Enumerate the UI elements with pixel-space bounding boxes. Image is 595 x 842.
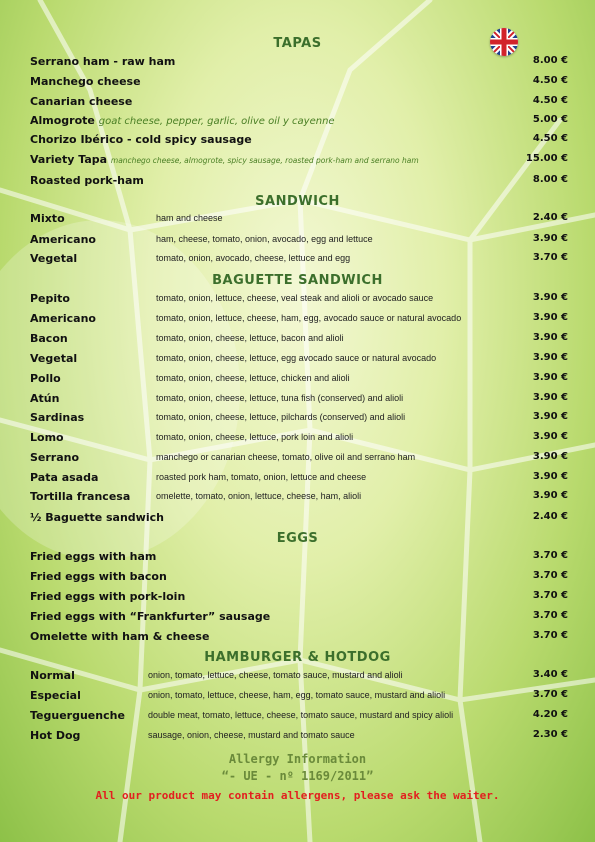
- item-description: tomato, onion, cheese, lettuce, tuna fish (conserved) and alioli: [156, 393, 404, 403]
- item-price: 3.90 €: [532, 411, 568, 422]
- item-description: goat cheese, pepper, garlic, olive oil y cayenne: [98, 116, 335, 127]
- menu-item: [30, 131, 568, 150]
- item-price: 3.90 €: [532, 451, 568, 462]
- item-price: 3.90 €: [532, 431, 568, 442]
- item-price: 3.90 €: [532, 372, 568, 383]
- menu-item: [30, 53, 568, 72]
- item-name: Normal: [30, 669, 75, 682]
- menu-item: [30, 608, 568, 627]
- menu-item: [30, 509, 568, 528]
- item-description: tomato, onion, lettuce, cheese, ham, egg, avocado sauce or natural avocado: [156, 313, 462, 323]
- item-description: manchego cheese, almogrote, spicy sausage, roasted pork-ham and serrano ham: [110, 156, 419, 165]
- item-price: 3.70 €: [532, 252, 568, 263]
- item-name: Mixto: [30, 212, 65, 225]
- menu-item: [30, 727, 568, 746]
- item-price: 3.40 €: [532, 669, 568, 680]
- item-description: double meat, tomato, lettuce, cheese, tomato sauce, mustard and spicy alioli: [148, 710, 454, 720]
- menu-item: [30, 350, 568, 369]
- item-name: Fried eggs with ham: [30, 550, 157, 563]
- item-price: 3.90 €: [532, 471, 568, 482]
- item-price: 2.40 €: [532, 212, 568, 223]
- menu-item: [30, 231, 568, 250]
- menu-item: [30, 330, 568, 349]
- item-price: 2.30 €: [532, 729, 568, 740]
- item-description: sausage, onion, cheese, mustard and tomato sauce: [148, 730, 355, 740]
- menu-item: [30, 112, 568, 131]
- item-description: tomato, onion, lettuce, cheese, veal steak and alioli or avocado sauce: [156, 293, 434, 303]
- item-name: Serrano: [30, 451, 80, 464]
- menu-item: [30, 429, 568, 448]
- item-description: tomato, onion, cheese, lettuce, pilchards (conserved) and alioli: [156, 412, 406, 422]
- menu-item: [30, 409, 568, 428]
- item-name-with-desc: [30, 153, 419, 166]
- item-name: Pata asada: [30, 471, 99, 484]
- item-price: 4.50 €: [532, 95, 568, 106]
- item-name: Fried eggs with “Frankfurter” sausage: [30, 610, 271, 623]
- item-description: tomato, onion, cheese, lettuce, bacon and alioli: [156, 333, 344, 343]
- menu-item: [30, 449, 568, 468]
- item-name: Manchego cheese: [30, 75, 141, 88]
- item-price: 3.70 €: [532, 570, 568, 581]
- item-price: 4.20 €: [532, 709, 568, 720]
- menu-item: [30, 707, 568, 726]
- section-title-tapas: TAPAS: [273, 36, 322, 51]
- item-description: omelette, tomato, onion, lettuce, cheese, ham, alioli: [156, 491, 362, 501]
- item-description: onion, tomato, lettuce, cheese, tomato sauce, mustard and alioli: [148, 670, 403, 680]
- item-name-with-desc: [30, 114, 335, 127]
- item-price: 3.70 €: [532, 550, 568, 561]
- item-description: roasted pork ham, tomato, onion, lettuce and cheese: [156, 472, 367, 482]
- item-name: Roasted pork-ham: [30, 174, 144, 187]
- section-title-sandwich: SANDWICH: [255, 194, 340, 209]
- item-name: Sardinas: [30, 411, 85, 424]
- item-price: 8.00 €: [532, 55, 568, 66]
- menu-item: [30, 210, 568, 229]
- item-price: 4.50 €: [532, 75, 568, 86]
- menu-item: [30, 172, 568, 191]
- item-description: tomato, onion, cheese, lettuce, chicken and alioli: [156, 373, 350, 383]
- section-title-burger: HAMBURGER & HOTDOG: [204, 650, 391, 665]
- item-name: Bacon: [30, 332, 68, 345]
- item-price: 3.70 €: [532, 689, 568, 700]
- item-price: 3.90 €: [532, 332, 568, 343]
- item-price: 4.50 €: [532, 133, 568, 144]
- menu-item: [30, 588, 568, 607]
- item-description: ham, cheese, tomato, onion, avocado, egg and lettuce: [156, 234, 373, 244]
- item-name: Teguerguenche: [30, 709, 125, 722]
- menu-item: [30, 370, 568, 389]
- item-price: 3.90 €: [532, 312, 568, 323]
- item-name: Canarian cheese: [30, 95, 133, 108]
- item-description: ham and cheese: [156, 213, 223, 223]
- item-name: Lomo: [30, 431, 64, 444]
- item-name: Fried eggs with bacon: [30, 570, 167, 583]
- item-name: Pepito: [30, 292, 70, 305]
- section-title-eggs: EGGS: [276, 531, 319, 546]
- item-description: tomato, onion, cheese, lettuce, egg avocado sauce or natural avocado: [156, 353, 437, 363]
- item-price: 2.40 €: [532, 511, 568, 522]
- item-description: tomato, onion, cheese, lettuce, pork loin and alioli: [156, 432, 354, 442]
- item-price: 3.90 €: [532, 352, 568, 363]
- item-name: Variety Tapa: [30, 153, 108, 166]
- item-name: Vegetal: [30, 252, 78, 265]
- item-name: Americano: [30, 312, 96, 325]
- menu-item: [30, 151, 568, 170]
- item-description: tomato, onion, avocado, cheese, lettuce and egg: [156, 253, 351, 263]
- item-price: 3.90 €: [532, 233, 568, 244]
- item-name: Chorizo Ibérico - cold spicy sausage: [30, 133, 252, 146]
- item-name: Tortilla francesa: [30, 490, 131, 503]
- menu-item: [30, 628, 568, 647]
- item-name: Almogrote: [30, 114, 95, 127]
- menu-item: [30, 250, 568, 269]
- item-name: Vegetal: [30, 352, 78, 365]
- item-name: Hot Dog: [30, 729, 81, 742]
- item-description: onion, tomato, lettuce, cheese, ham, egg, tomato sauce, mustard and alioli: [148, 690, 446, 700]
- item-name: Americano: [30, 233, 96, 246]
- item-name: Especial: [30, 689, 81, 702]
- menu-item: [30, 290, 568, 309]
- item-price: 5.00 €: [532, 114, 568, 125]
- item-name: Omelette with ham & cheese: [30, 630, 210, 643]
- menu-item: [30, 687, 568, 706]
- item-price: 3.90 €: [532, 392, 568, 403]
- menu-item: [30, 390, 568, 409]
- item-name: Serrano ham - raw ham: [30, 55, 176, 68]
- menu-item: [30, 488, 568, 507]
- item-price: 8.00 €: [532, 174, 568, 185]
- menu-item: [30, 548, 568, 567]
- menu-item: [30, 310, 568, 329]
- allergy-title: Allergy Information: [228, 752, 367, 766]
- item-price: 15.00 €: [525, 153, 568, 164]
- menu-item: [30, 93, 568, 112]
- item-price: 3.70 €: [532, 610, 568, 621]
- menu-item: [30, 73, 568, 92]
- item-name: Pollo: [30, 372, 61, 385]
- item-name: Atún: [30, 392, 60, 405]
- section-title-baguette: BAGUETTE SANDWICH: [212, 273, 383, 288]
- item-name: Fried eggs with pork-loin: [30, 590, 186, 603]
- menu-item: [30, 568, 568, 587]
- menu-item: [30, 667, 568, 686]
- menu-item: [30, 469, 568, 488]
- item-price: 3.70 €: [532, 630, 568, 641]
- item-price: 3.70 €: [532, 590, 568, 601]
- item-price: 3.90 €: [532, 490, 568, 501]
- item-name: ½ Baguette sandwich: [30, 511, 164, 524]
- item-price: 3.90 €: [532, 292, 568, 303]
- item-description: manchego or canarian cheese, tomato, olive oil and serrano ham: [156, 452, 416, 462]
- allergy-warning: All our product may contain allergens, please ask the waiter.: [95, 789, 500, 802]
- allergy-regulation: “- UE - nº 1169/2011”: [221, 769, 374, 783]
